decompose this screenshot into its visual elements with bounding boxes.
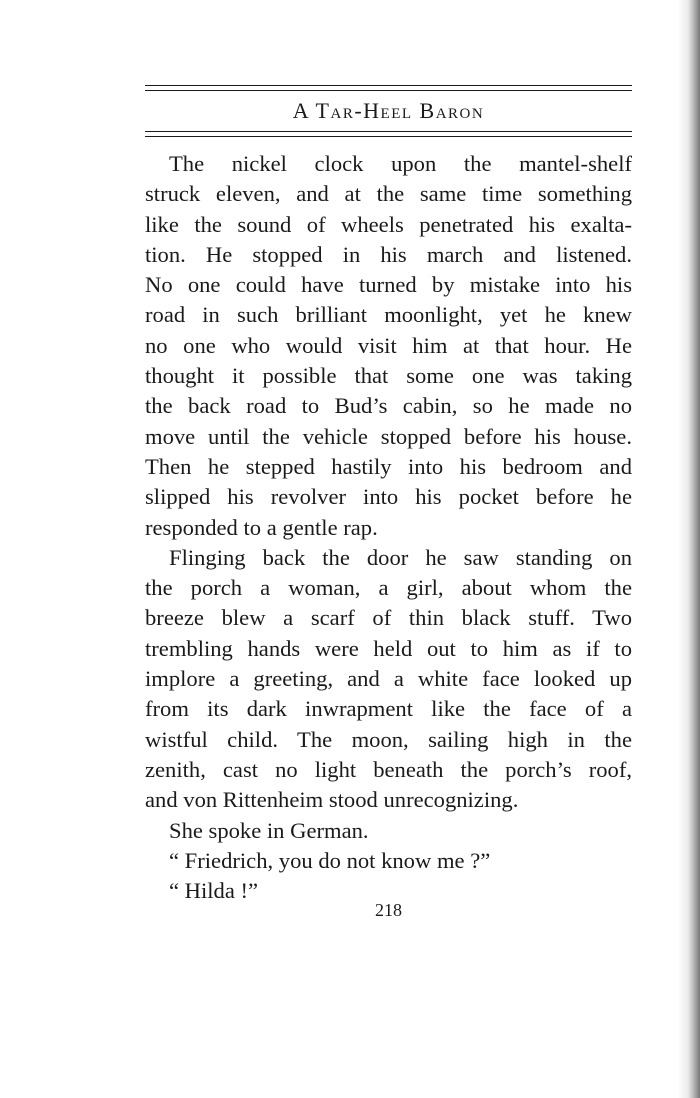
text-line: “ Friedrich, you do not know me ?” xyxy=(169,847,491,873)
page-edge-shadow xyxy=(678,0,700,1098)
text-line: breeze blew a scarf of thin black stuff. Two xyxy=(145,605,632,631)
header-rule-bottom-inner xyxy=(145,131,632,132)
header-rule-bottom xyxy=(145,136,632,137)
body-text xyxy=(145,149,632,906)
text-line: road in such brilliant moonlight, yet he knew xyxy=(145,302,632,328)
text-line: Then he stepped hastily into his bedroom and xyxy=(145,453,632,479)
text-line: No one could have turned by mistake into his xyxy=(145,272,632,298)
text-line: tion. He stopped in his march and listened. xyxy=(145,241,632,267)
page-number: 218 xyxy=(375,900,402,920)
text-line: Flinging back the door he saw standing on xyxy=(169,544,632,570)
text-line: struck eleven, and at the same time something xyxy=(145,181,632,207)
text-line: slipped his revolver into his pocket before he xyxy=(145,484,632,510)
header-rule-top xyxy=(145,85,632,86)
text-line: move until the vehicle stopped before his house. xyxy=(145,423,632,449)
text-line: implore a greeting, and a white face looked up xyxy=(145,666,632,692)
running-head: A Tar-Heel Baron xyxy=(292,98,485,123)
text-line: and von Rittenheim stood unrecognizing. xyxy=(145,787,519,813)
text-line: The nickel clock upon the mantel-shelf xyxy=(169,151,632,176)
text-line: “ Hilda !” xyxy=(169,878,259,904)
text-line: no one who would visit him at that hour. He xyxy=(145,332,632,358)
header-rule-top-inner xyxy=(145,90,632,91)
text-line: trembling hands were held out to him as if to xyxy=(145,635,632,661)
text-line: the porch a woman, a girl, about whom the xyxy=(145,575,632,601)
text-line: responded to a gentle rap. xyxy=(145,514,378,540)
text-line: zenith, cast no light beneath the porch’s roof, xyxy=(145,756,632,782)
text-line: like the sound of wheels penetrated his exalta- xyxy=(145,211,632,237)
text-line: the back road to Bud’s cabin, so he made no xyxy=(145,393,632,419)
text-line: thought it possible that some one was taking xyxy=(145,363,632,389)
text-line: She spoke in German. xyxy=(169,817,369,843)
text-line: wistful child. The moon, sailing high in the xyxy=(145,726,632,752)
text-line: from its dark inwrapment like the face of a xyxy=(145,696,632,722)
